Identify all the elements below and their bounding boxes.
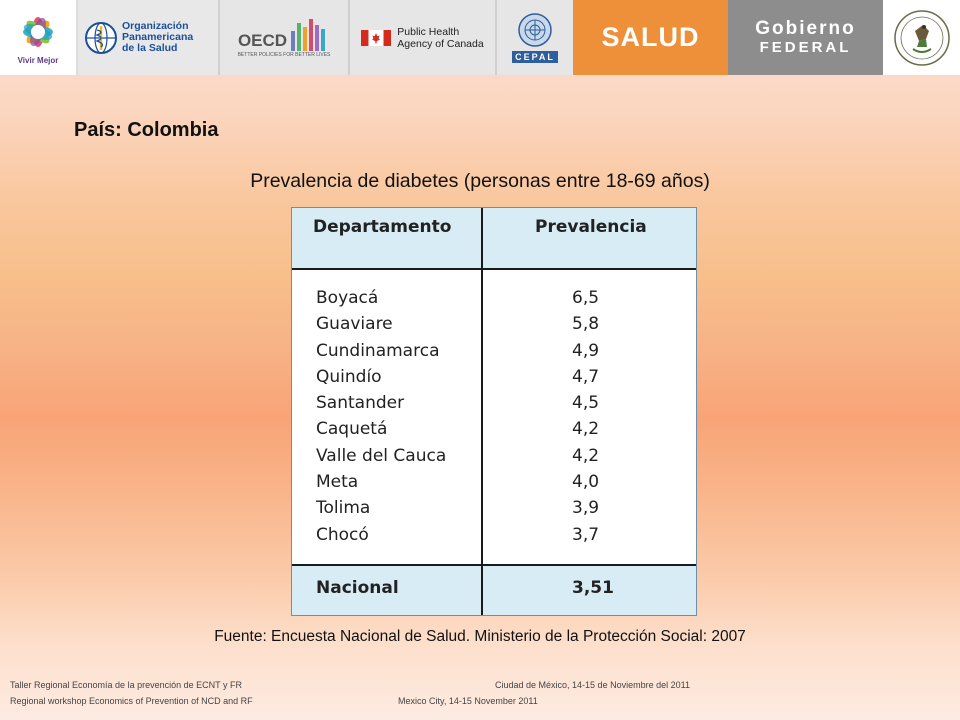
vivir-mejor-logo (0, 0, 78, 75)
cell-departamento: Tolima (316, 498, 371, 519)
table-row (291, 472, 697, 498)
salud-logo (573, 0, 728, 75)
phac-logo (350, 0, 497, 75)
total-departamento: Nacional (316, 578, 399, 598)
table-row (291, 367, 697, 393)
oecd-tagline: BETTER POLICIES FOR BETTER LIVES (237, 52, 331, 58)
cell-departamento: Meta (316, 472, 359, 493)
footer-left-en: Regional workshop Economics of Prevention of NCD and RF (10, 696, 253, 706)
table-row (291, 393, 697, 419)
table-row (291, 446, 697, 472)
phac-name (397, 26, 483, 50)
cepal-wordmark: CEPAL (512, 51, 558, 63)
un-emblem-icon (517, 12, 553, 48)
canada-flag-icon (361, 30, 391, 46)
cell-prevalencia: 4,2 (572, 445, 600, 466)
cell-departamento: Cundinamarca (316, 340, 440, 361)
logo-strip (0, 0, 960, 75)
cell-prevalencia: 4,7 (572, 366, 600, 387)
country-title: País: Colombia (74, 119, 219, 141)
header-prevalencia: Prevalencia (535, 217, 647, 237)
table-body (291, 288, 697, 551)
chart-subtitle: Prevalencia de diabetes (personas entre 18-69 años) (250, 170, 710, 192)
table-row (291, 314, 697, 340)
cell-departamento: Valle del Cauca (316, 445, 447, 466)
phac-line-1: Public Health (397, 25, 460, 38)
cell-prevalencia: 4,0 (572, 472, 600, 493)
oecd-wordmark: OECD (237, 31, 288, 50)
cell-departamento: Guaviare (316, 314, 393, 335)
gobierno-federal-logo (728, 0, 883, 75)
cell-prevalencia: 4,2 (572, 419, 600, 440)
column-divider (481, 207, 483, 616)
cell-prevalencia: 4,5 (572, 393, 600, 414)
footer-right-es: Ciudad de México, 14-15 de Noviembre del 2011 (495, 680, 690, 690)
mexico-coat-of-arms-icon (893, 9, 951, 67)
salud-wordmark: SALUD (601, 22, 700, 52)
cell-prevalencia: 5,8 (572, 314, 600, 335)
oecd-logo (220, 0, 350, 75)
cell-departamento: Caquetá (316, 419, 388, 440)
total-prevalencia: 3,51 (572, 578, 614, 598)
ops-line-2: Panamericana (122, 31, 194, 43)
source-note: Fuente: Encuesta Nacional de Salud. Ministerio de la Protección Social: 2007 (214, 628, 746, 645)
ops-name (122, 21, 193, 54)
table-row (291, 341, 697, 367)
prevalence-table (291, 207, 697, 616)
phac-line-2: Agency of Canada (397, 37, 484, 50)
cepal-logo (497, 0, 573, 75)
table-row (291, 498, 697, 524)
ops-line-3: de la Salud (122, 42, 178, 54)
mexico-seal-logo (883, 0, 960, 75)
cell-prevalencia: 3,7 (572, 524, 600, 545)
table-header (291, 207, 697, 270)
footer-right-en: Mexico City, 14-15 November 2011 (398, 696, 538, 706)
table-row (291, 419, 697, 445)
cell-departamento: Quindío (316, 366, 382, 387)
oecd-mark (238, 17, 330, 51)
table-row (291, 525, 697, 551)
ops-line-1: Organización (122, 20, 189, 32)
cell-departamento: Santander (316, 393, 405, 414)
cell-prevalencia: 3,9 (572, 498, 600, 519)
gobierno-wordmark: Gobierno (755, 17, 856, 39)
ops-logo (78, 0, 220, 75)
federal-wordmark: FEDERAL (759, 38, 852, 56)
vivir-mejor-label: Vivir Mejor (17, 56, 59, 65)
footer-left-es: Taller Regional Economía de la prevención de ECNT y FR (10, 680, 242, 690)
cell-prevalencia: 6,5 (572, 288, 600, 308)
vivir-mejor-flower-icon (16, 10, 60, 54)
ops-globe-icon (84, 21, 118, 55)
header-departamento: Departamento (313, 217, 452, 237)
cell-prevalencia: 4,9 (572, 340, 600, 361)
table-total-row (291, 564, 697, 616)
table-row (291, 288, 697, 314)
cell-departamento: Boyacá (316, 288, 379, 308)
oecd-bars-icon (290, 17, 330, 51)
cell-departamento: Chocó (316, 524, 369, 545)
